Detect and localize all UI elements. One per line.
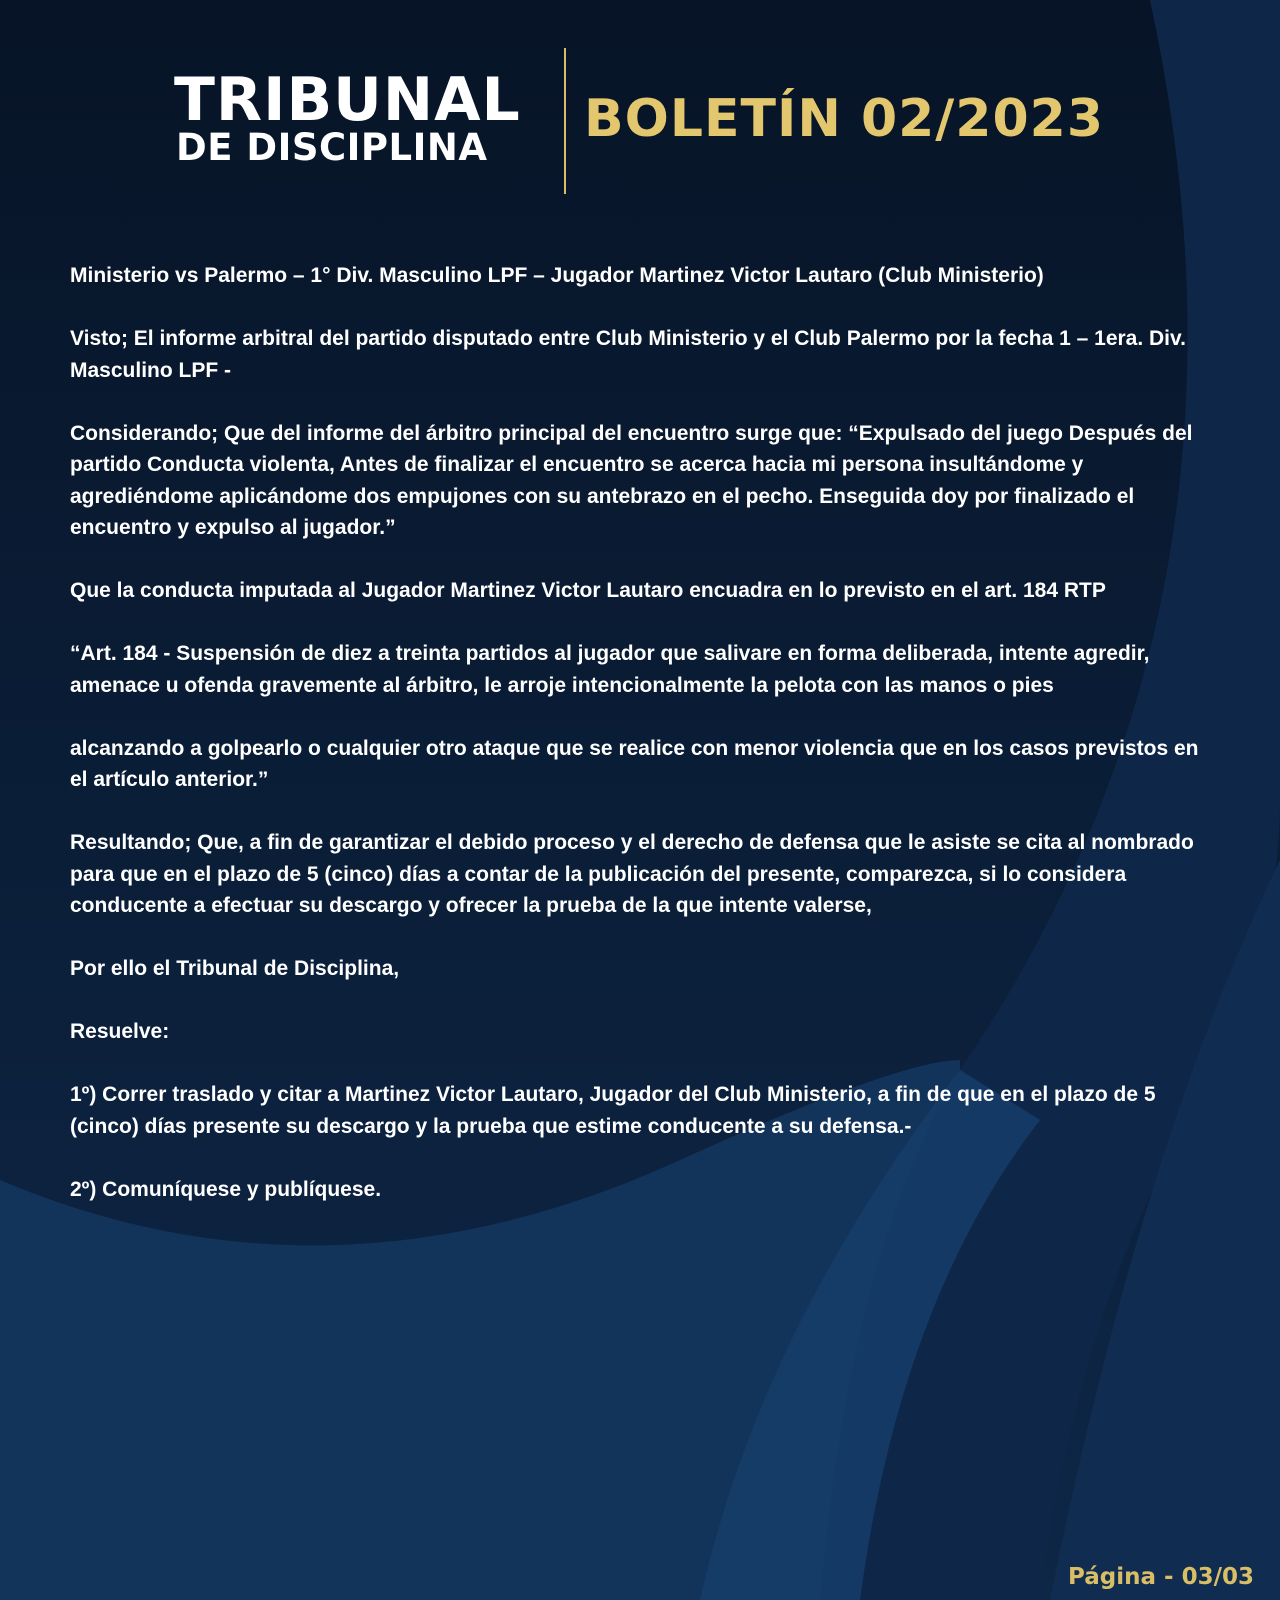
logo-title-line2: DE DISCIPLINA <box>176 126 488 169</box>
article-quote-part1: “Art. 184 - Suspensión de diez a treinta partidos al jugador que salivare en forma deliberada, intente agredir, amenace u ofenda gravemente al árbitro, le arroje intencionalmente la pelota con las manos o pies <box>70 642 1150 697</box>
resolution-item-1: 1º) Correr traslado y citar a Martinez Victor Lautaro, Jugador del Club Ministerio, a fin de que en el plazo de 5 (cinco) días presente su descargo y la prueba que estime conducente a su defensa.- <box>70 1083 1156 1138</box>
header-divider <box>564 48 566 194</box>
resuelve-heading: Resuelve: <box>70 1020 170 1043</box>
page-number: Página - 03/03 <box>1068 1564 1254 1590</box>
case-title: Ministerio vs Palermo – 1° Div. Masculino LPF – Jugador Martinez Victor Lautaro (Club Ministerio) <box>70 264 1044 287</box>
article-quote-part2: alcanzando a golpearlo o cualquier otro ataque que se realice con menor violencia que en los casos previstos en el artículo anterior.” <box>70 736 1199 791</box>
logo-title-line1: TRIBUNAL <box>174 65 521 135</box>
por-ello-paragraph: Por ello el Tribunal de Disciplina, <box>70 957 400 980</box>
conducta-paragraph: Que la conducta imputada al Jugador Martinez Victor Lautaro encuadra en lo previsto en el art. 184 RTP <box>70 579 1106 602</box>
bulletin-number: BOLETÍN 02/2023 <box>584 89 1105 149</box>
header <box>0 0 1280 220</box>
resolution-item-2: 2º) Comuníquese y publíquese. <box>70 1177 382 1201</box>
considerando-paragraph: Considerando; Que del informe del árbitro principal del encuentro surge que: “Expulsado del juego Después del partido Conducta violenta, Antes de finalizar el encuentro se acerca hacia mi persona insultándome y agrediéndome aplicándome dos empujones con su antebrazo en el pecho. Enseguida doy por finalizado el encuentro y expulso al jugador.” <box>70 421 1193 539</box>
visto-paragraph: Visto; El informe arbitral del partido disputado entre Club Ministerio y el Club Palermo por la fecha 1 – 1era. Div. Masculino LPF - <box>70 327 1186 382</box>
document-body <box>70 260 1220 1237</box>
resultando-paragraph: Resultando; Que, a fin de garantizar el debido proceso y el derecho de defensa que le asiste se cita al nombrado para que en el plazo de 5 (cinco) días a contar de la publicación del presente, comparezca, si lo considera conducente a efectuar su descargo y ofrecer la prueba de la que intente valerse, <box>70 831 1194 917</box>
